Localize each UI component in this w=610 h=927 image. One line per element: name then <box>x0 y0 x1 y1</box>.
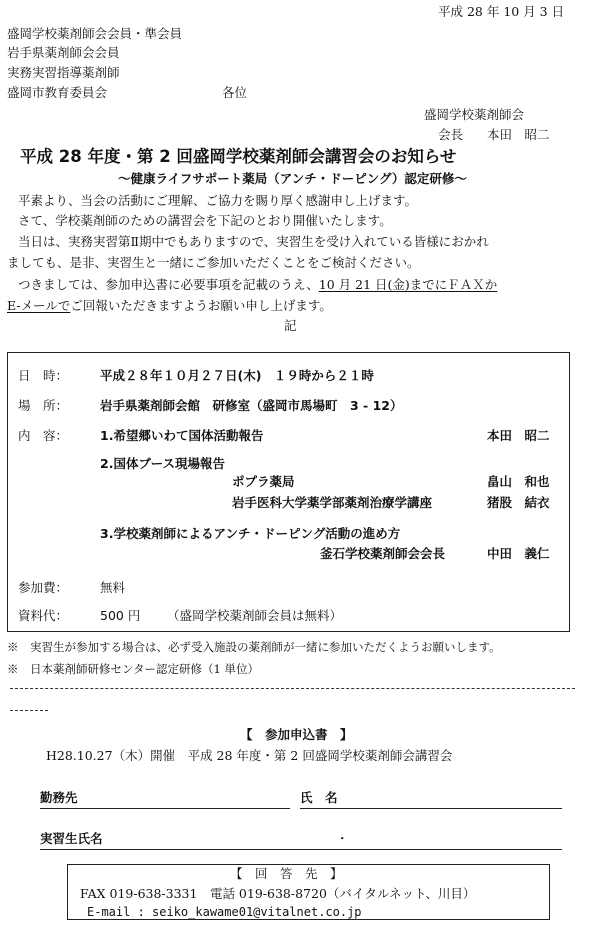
recipient-line: 実務実習指導薬剤師 <box>7 65 120 80</box>
recipient-line: 岩手県薬剤師会会員 <box>7 45 120 60</box>
cut-line <box>10 688 575 689</box>
student-name-separator: ・ <box>336 831 349 846</box>
body-paragraph: さて、学校薬剤師のための講習会を下記のとおり開催いたします。 <box>18 213 392 228</box>
workplace-label: 勤務先 <box>40 790 78 805</box>
workplace-field[interactable] <box>40 808 290 809</box>
reply-heading: 【 回 答 先 】 <box>230 866 343 881</box>
cut-line <box>10 710 48 711</box>
body-paragraph <box>18 277 497 292</box>
name-label: 氏 名 <box>300 790 338 805</box>
reply-request-text: ご回報いただきますようお願い申し上げます。 <box>70 298 332 313</box>
ki-marker: 記 <box>284 318 297 333</box>
name-field[interactable] <box>300 808 562 809</box>
deadline-text: 10 月 21 日(金)までにＦＡＸか <box>318 277 498 292</box>
date-value: 平成２８年１０月２７日(木) １９時から２１時 <box>100 368 374 383</box>
body-paragraph: 平素より、当会の活動にご理解、ご協力を賜り厚く感謝申し上げます。 <box>18 193 418 208</box>
recipient-line: 盛岡市教育委員会 <box>7 85 108 100</box>
date-label: 日 時： <box>18 368 69 383</box>
recipient-line: 盛岡学校薬剤師会会員・準会員 <box>7 26 183 41</box>
speaker-name: 畠山 和也 <box>487 474 550 489</box>
body-paragraph <box>7 298 332 313</box>
student-name-label: 実習生氏名 <box>40 831 103 846</box>
reply-email[interactable]: E-mail : seiko_kawame01@vitalnet.co.jp <box>87 905 362 919</box>
note-line: ※ 実習生が参加する場合は、必ず受入施設の薬剤師が一緒に参加いただくようお願いします。 <box>7 640 501 654</box>
email-reply-text: E-メールで <box>7 298 71 313</box>
form-heading: 【 参加申込書 】 <box>240 727 353 742</box>
speaker-affiliation: ポプラ薬局 <box>232 474 295 489</box>
speaker-affiliation: 釜石学校薬剤師会会長 <box>320 546 446 561</box>
place-label: 場 所： <box>18 398 69 413</box>
place-value: 岩手県薬剤師会館 研修室（盛岡市馬場町 3 - 12） <box>100 398 403 413</box>
material-label: 資料代： <box>18 608 69 623</box>
program-item-1: 1.希望郷いわて国体活動報告 <box>100 428 264 443</box>
fee-value: 無料 <box>100 580 126 595</box>
deadline-prefix: つきましては、参加申込書に必要事項を記載のうえ、 <box>18 277 319 292</box>
form-event-line: H28.10.27（木）開催 平成 28 年度・第 2 回盛岡学校薬剤師会講習会 <box>46 748 453 763</box>
speaker-name: 本田 昭二 <box>487 428 550 443</box>
content-label: 内 容： <box>18 428 69 443</box>
material-value: 500 円 <box>100 608 141 623</box>
speaker-name: 中田 義仁 <box>487 546 550 561</box>
student-name-field[interactable] <box>40 849 562 850</box>
program-item-3: 3.学校薬剤師によるアンチ・ドーピング活動の進め方 <box>100 526 401 541</box>
event-details-box <box>7 352 570 632</box>
sender-name: 本田 昭二 <box>487 127 550 142</box>
note-line: ※ 日本薬剤師研修センター認定研修（1 単位） <box>7 662 260 676</box>
material-note: （盛岡学校薬剤師会員は無料） <box>167 608 343 623</box>
reply-fax-phone: FAX 019-638-3331 電話 019-638-8720（バイタルネット、川目） <box>80 886 476 901</box>
speaker-affiliation: 岩手医科大学薬学部薬剤治療学講座 <box>232 495 433 510</box>
document-subtitle: ～健康ライフサポート薬局（アンチ・ドーピング）認定研修～ <box>118 171 467 186</box>
body-paragraph: ましても、是非、実習生と一緒にご参加いただくことをご検討ください。 <box>7 255 420 270</box>
document-date: 平成 28 年 10 月 3 日 <box>438 4 565 19</box>
sender-title: 会長 <box>438 127 464 142</box>
recipients-suffix: 各位 <box>222 85 248 100</box>
fee-label: 参加費： <box>18 580 69 595</box>
program-item-2: 2.国体ブース現場報告 <box>100 456 225 471</box>
sender-organization: 盛岡学校薬剤師会 <box>424 107 525 122</box>
body-paragraph: 当日は、実務実習第Ⅱ期中でもありますので、実習生を受け入れている皆様におかれ <box>18 234 489 249</box>
speaker-name: 猪股 結衣 <box>487 495 550 510</box>
document-title: 平成 28 年度・第 2 回盛岡学校薬剤師会講習会のお知らせ <box>20 147 457 166</box>
